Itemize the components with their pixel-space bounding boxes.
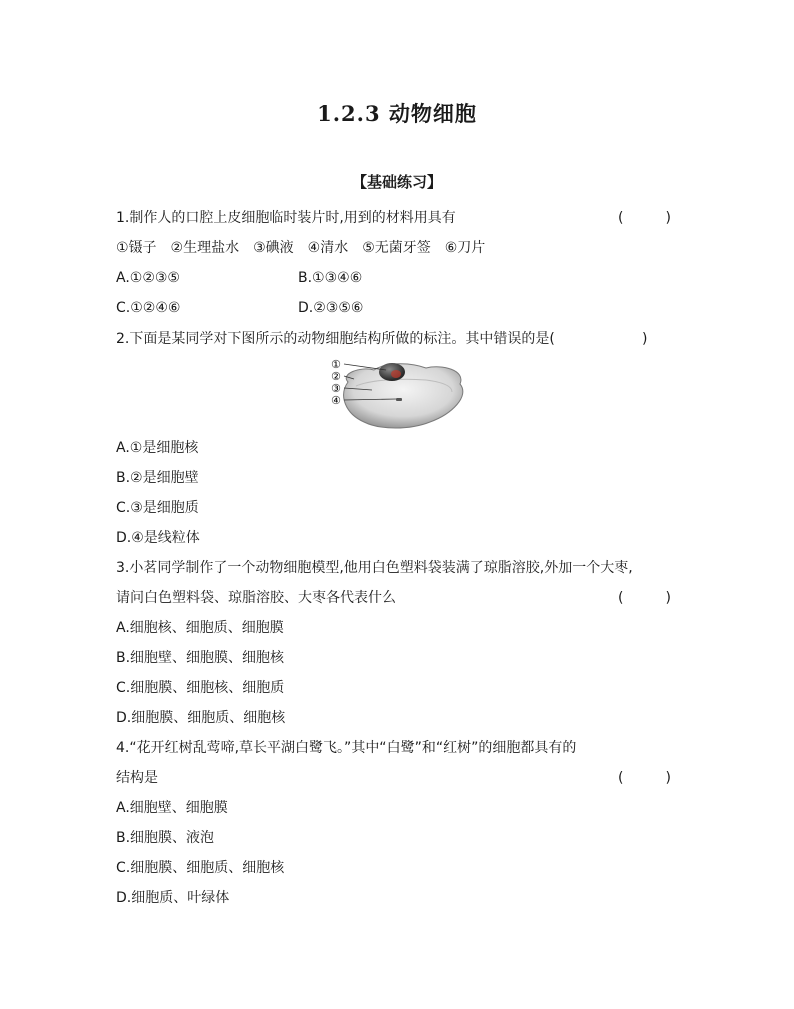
figure-label-2: ② [331, 370, 341, 383]
q1-option-d: D.②③⑤⑥ [298, 300, 364, 316]
q4-stem-line2: 结构是 [116, 770, 158, 786]
q2-option-b: B.②是细胞壁 [116, 470, 199, 486]
q4-option-d: D.细胞质、叶绿体 [116, 890, 230, 906]
q2-option-d: D.④是线粒体 [116, 530, 200, 546]
q1-answer-blank: ( ) [618, 210, 671, 226]
q3-option-d: D.细胞膜、细胞质、细胞核 [116, 710, 286, 726]
figure-label-3: ③ [331, 382, 341, 395]
mitochondrion-shape [396, 398, 402, 401]
q1-option-a: A.①②③⑤ [116, 270, 180, 286]
q1-stem: 1.制作人的口腔上皮细胞临时装片时,用到的材料用具有 [116, 210, 456, 226]
q3-stem-line2: 请问白色塑料袋、琼脂溶胶、大枣各代表什么 [116, 590, 396, 606]
animal-cell-figure [330, 352, 470, 430]
q3-option-b: B.细胞壁、细胞膜、细胞核 [116, 650, 285, 666]
q2-option-a: A.①是细胞核 [116, 440, 199, 456]
figure-label-1: ① [331, 358, 341, 371]
figure-label-4: ④ [331, 394, 341, 407]
q4-option-a: A.细胞壁、细胞膜 [116, 800, 228, 816]
q4-option-b: B.细胞膜、液泡 [116, 830, 215, 846]
q2-stem: 2.下面是某同学对下图所示的动物细胞结构所做的标注。其中错误的是( [116, 331, 555, 347]
q3-option-c: C.细胞膜、细胞核、细胞质 [116, 680, 285, 696]
page-title: 1.2.3 动物细胞 [317, 101, 477, 126]
q1-option-c: C.①②④⑥ [116, 300, 181, 316]
section-header: 【基础练习】 [351, 173, 442, 191]
q3-option-a: A.细胞核、细胞质、细胞膜 [116, 620, 284, 636]
q4-stem-line1: 4.“花开红树乱莺啼,草长平湖白鹭飞。”其中“白鹭”和“红树”的细胞都具有的 [116, 740, 577, 756]
q3-stem-line1: 3.小茗同学制作了一个动物细胞模型,他用白色塑料袋装满了琼脂溶胶,外加一个大枣, [116, 560, 633, 576]
q2-option-c: C.③是细胞质 [116, 500, 199, 516]
q1-option-b: B.①③④⑥ [298, 270, 363, 286]
q1-materials: ①镊子 ②生理盐水 ③碘液 ④清水 ⑤无菌牙签 ⑥刀片 [116, 240, 486, 256]
q4-answer-blank: ( ) [618, 770, 671, 786]
q3-answer-blank: ( ) [618, 590, 671, 606]
q2-stem-close: ) [642, 331, 648, 347]
q4-option-c: C.细胞膜、细胞质、细胞核 [116, 860, 285, 876]
